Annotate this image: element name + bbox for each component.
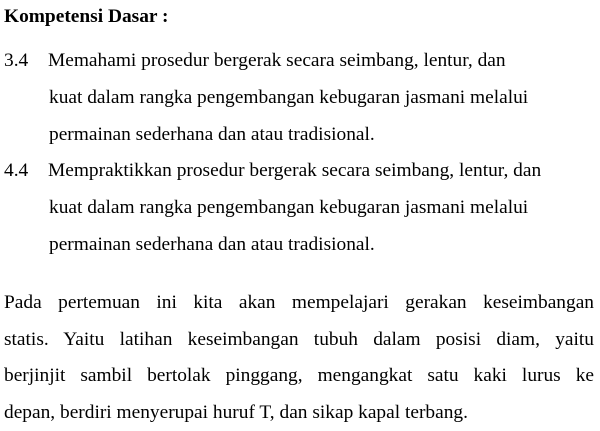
competency-line xyxy=(4,79,596,116)
competency-number: 4.4 xyxy=(4,160,29,181)
competency-item-3-4 xyxy=(4,42,596,153)
competency-text: Mempraktikkan prosedur bergerak secara seimbang, lentur, dan xyxy=(48,160,542,181)
competency-line xyxy=(4,152,596,189)
competency-text: permainan sederhana dan atau tradisional. xyxy=(49,124,375,145)
competency-line xyxy=(4,42,596,79)
competency-text: kuat dalam rangka pengembangan kebugaran jasmani melalui xyxy=(49,87,529,108)
paragraph-line: berjinjit sambil bertolak pinggang, mengangkat satu kaki lurus ke xyxy=(4,365,594,386)
paragraph-line: depan, berdiri menyerupai huruf T, dan sikap kapal terbang. xyxy=(4,401,468,423)
body-paragraph xyxy=(4,285,594,431)
competency-text: Memahami prosedur bergerak secara seimbang, lentur, dan xyxy=(48,50,506,71)
paragraph-line: Pada pertemuan ini kita akan mempelajari gerakan keseimbangan xyxy=(4,292,594,313)
competency-number: 3.4 xyxy=(4,50,29,71)
competency-line xyxy=(4,226,596,263)
paragraph-line: statis. Yaitu latihan keseimbangan tubuh dalam posisi diam, yaitu xyxy=(4,328,594,350)
competency-line xyxy=(4,116,596,153)
section-heading: Kompetensi Dasar : xyxy=(4,6,169,27)
competency-text: kuat dalam rangka pengembangan kebugaran jasmani melalui xyxy=(49,197,529,218)
competency-text: permainan sederhana dan atau tradisional. xyxy=(49,234,375,255)
competency-item-4-4 xyxy=(4,152,596,263)
competency-line xyxy=(4,189,596,226)
